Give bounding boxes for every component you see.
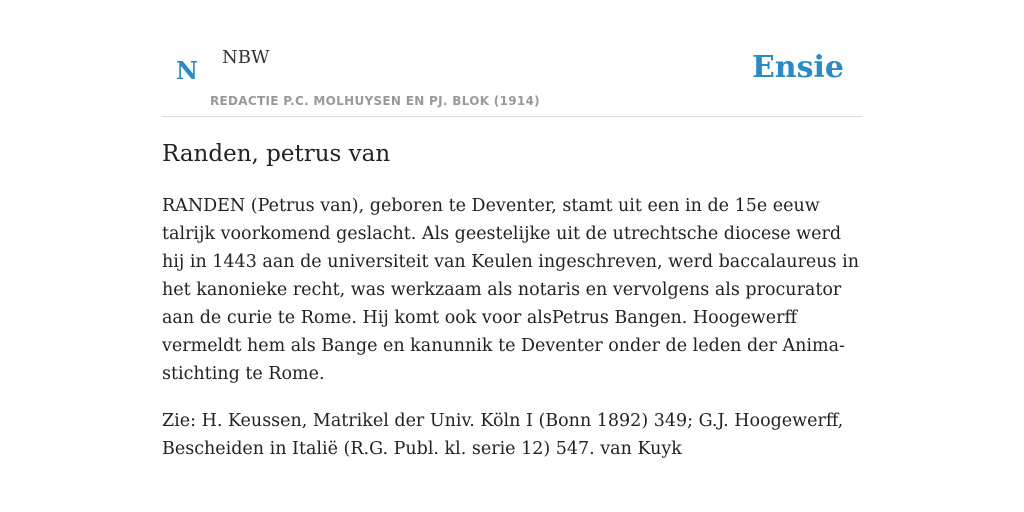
ensie-logo-link[interactable]: Ensie (751, 50, 844, 85)
source-title[interactable]: NBW (222, 47, 270, 68)
source-header (162, 30, 862, 117)
source-subtitle: REDACTIE P.C. MOLHUYSEN EN PJ. BLOK (1914) (210, 94, 540, 108)
article-paragraph: RANDEN (Petrus van), geboren te Deventer, stamt uit een in de 15e eeuw talrijk voorkomend geslacht. Als geestelijke uit de utrechtsche diocese werd hij in 1443 aan de universiteit van Keulen ingeschreven, werd baccalaureus in het kanonieke recht, was werkzaam als notaris en vervolgens als procurator aan de curie te Rome. Hij komt ook voor alsPetrus Bangen. Hoogewerff vermeldt hem als Bange en kanunnik te Deventer onder de leden der Anima-stichting te Rome. (162, 196, 859, 384)
article-title: Randen, petrus van (162, 141, 391, 167)
source-logo-icon: N (176, 56, 198, 85)
article-references: Zie: H. Keussen, Matrikel der Univ. Köln I (Bonn 1892) 349; G.J. Hoogewerff, Bescheiden in Italië (R.G. Publ. kl. serie 12) 547. van Kuyk (162, 411, 844, 459)
article (162, 138, 862, 463)
